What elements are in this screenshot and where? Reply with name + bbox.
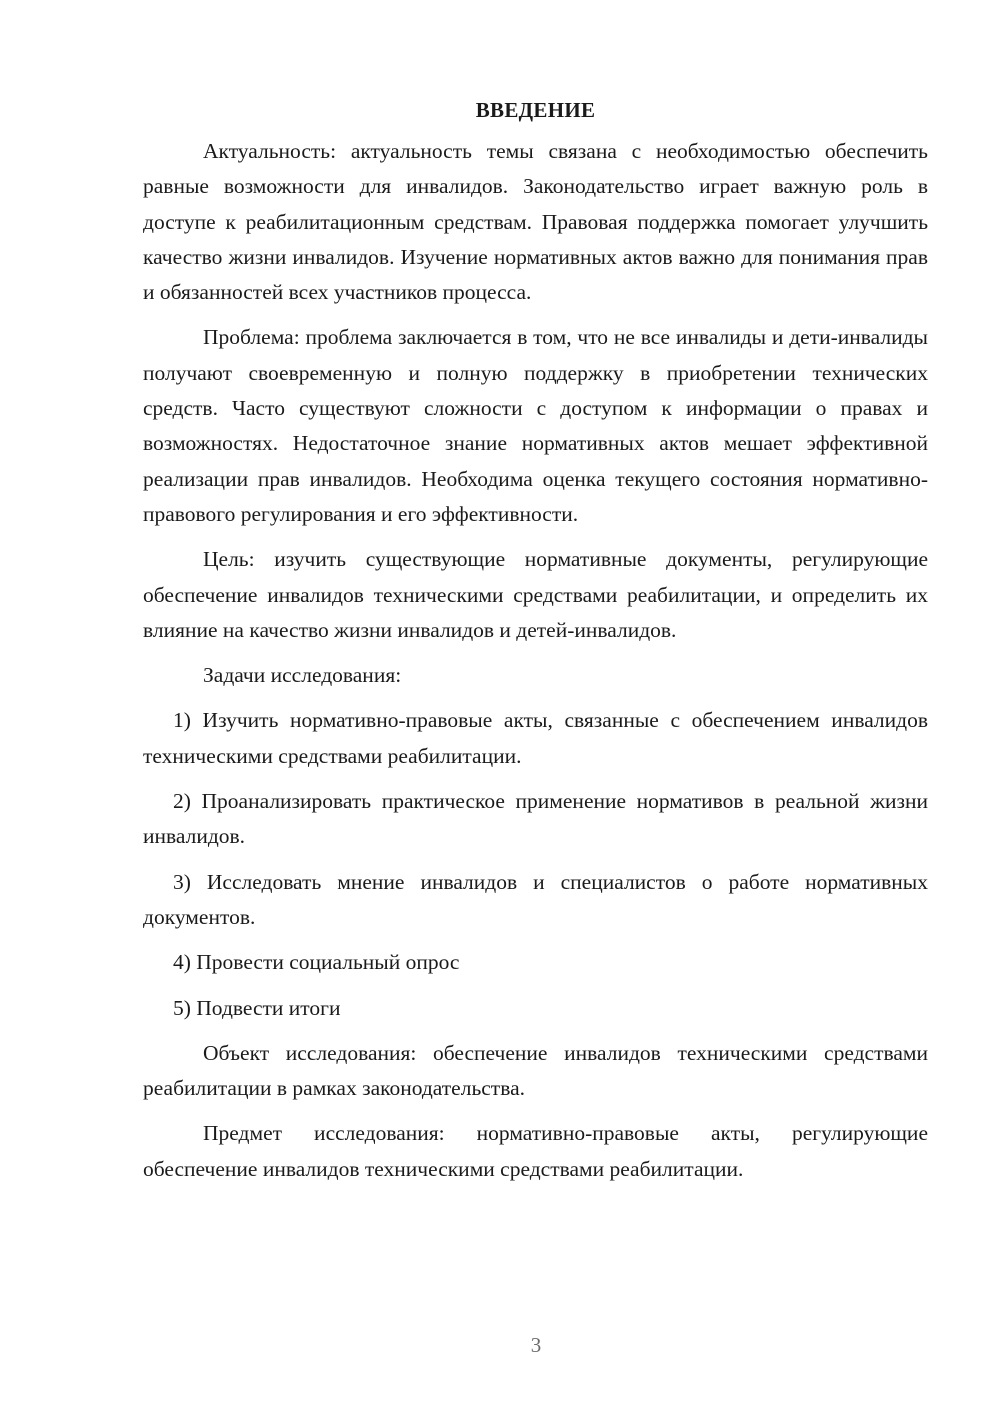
paragraph-goal: Цель: изучить существующие нормативные документы, регулирующие обеспечение инвалидов техническими средствами реабилитации, и определить их влияние на качество жизни инвалидов и детей-инвалидов. (143, 547, 928, 642)
task-item-2: 2) Проанализировать практическое применение нормативов в реальной жизни инвалидов. (143, 789, 928, 849)
section-title: ВВЕДЕНИЕ (475, 98, 596, 122)
task-item-5: 5) Подвести итоги (173, 995, 341, 1020)
page-number: 3 (530, 1333, 542, 1357)
task-item-3: 3) Исследовать мнение инвалидов и специалистов о работе нормативных документов. (143, 869, 928, 929)
paragraph-tasks-heading: Задачи исследования: (203, 663, 402, 688)
paragraph-object: Объект исследования: обеспечение инвалидов техническими средствами реабилитации в рамках законодательства. (143, 1040, 928, 1101)
task-item-1: 1) Изучить нормативно-правовые акты, связанные с обеспечением инвалидов техническими средствами реабилитации. (143, 708, 928, 768)
paragraph-subject: Предмет исследования: нормативно-правовые акты, регулирующие обеспечение инвалидов техническими средствами реабилитации. (143, 1121, 928, 1181)
paragraph-relevance: Актуальность: актуальность темы связана с необходимостью обеспечить равные возможности для инвалидов. Законодательство играет важную роль в доступе к реабилитационным средствам. Правовая поддержка помогает улучшить качество жизни инвалидов. Изучение нормативных актов важно для понимания прав и обязанностей всех участников процесса. (143, 139, 928, 305)
task-item-4: 4) Провести социальный опрос (173, 950, 460, 975)
paragraph-problem: Проблема: проблема заключается в том, что не все инвалиды и дети-инвалиды получают своевременную и полную поддержку в приобретении технических средств. Часто существуют сложности с доступом к информации о правах и возможностях. Недостаточное знание нормативных актов мешает эффективной реализации прав инвалидов. Необходима оценка текущего состояния нормативно-правового регулирования и его эффективности. (143, 325, 928, 526)
document-page (143, 93, 928, 1187)
